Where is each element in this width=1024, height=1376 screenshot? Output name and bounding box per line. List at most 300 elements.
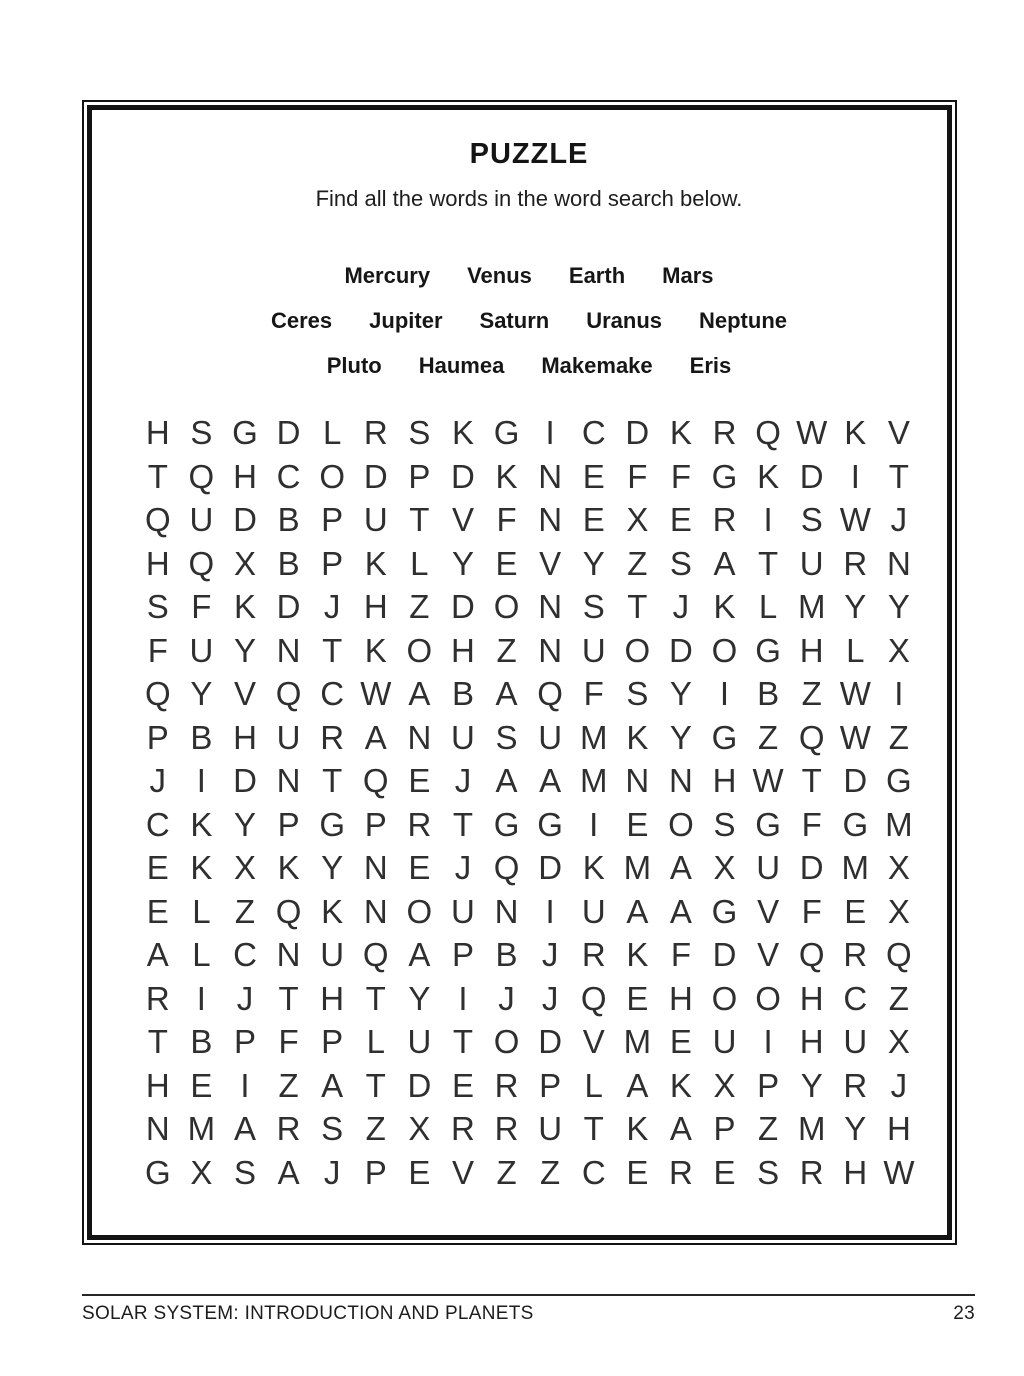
grid-cell: R	[494, 1066, 519, 1104]
grid-cell: P	[713, 1110, 736, 1148]
grid-cell: Q	[798, 718, 825, 756]
grid-cell: D	[363, 457, 388, 495]
grid-cell: I	[894, 675, 904, 713]
grid-cell: U	[538, 1110, 563, 1148]
grid-cell: F	[278, 1023, 299, 1061]
grid-cell: C	[233, 936, 257, 974]
grid-cell: K	[626, 936, 649, 974]
grid-cell: A	[321, 1066, 344, 1104]
grid-cell: Z	[758, 718, 779, 756]
grid-cell: P	[364, 805, 387, 843]
grid-cell: Y	[844, 588, 867, 626]
grid-cell: H	[799, 631, 824, 669]
grid-cell: P	[277, 805, 300, 843]
grid-cell: P	[146, 718, 169, 756]
grid-cell: V	[757, 892, 780, 930]
grid-cell: T	[147, 457, 168, 495]
grid-cell: N	[276, 936, 301, 974]
grid-cell: G	[319, 805, 345, 843]
grid-cell: T	[801, 762, 822, 800]
grid-cell: E	[146, 892, 169, 930]
grid-cell: U	[581, 892, 606, 930]
grid-cell: M	[797, 588, 826, 626]
grid-cell: N	[276, 762, 301, 800]
grid-cell: E	[190, 1066, 213, 1104]
grid-cell: U	[712, 1023, 737, 1061]
grid-cell: J	[541, 979, 559, 1017]
grid-cell: C	[145, 805, 170, 843]
grid-cell: Z	[409, 588, 430, 626]
grid-cell: A	[669, 892, 692, 930]
grid-cell: N	[363, 849, 388, 887]
grid-cell: Q	[188, 457, 215, 495]
grid-cell: W	[360, 675, 392, 713]
grid-cell: O	[493, 1023, 520, 1061]
grid-cell: E	[844, 892, 867, 930]
grid-cell: X	[190, 1153, 213, 1191]
grid-cell: M	[841, 849, 870, 887]
grid-cell: W	[839, 675, 871, 713]
grid-cell: E	[582, 457, 605, 495]
grid-cell: A	[539, 762, 562, 800]
grid-cell: R	[843, 1066, 868, 1104]
grid-cell: G	[493, 805, 520, 843]
grid-cell: K	[233, 588, 256, 626]
grid-cell: K	[626, 1110, 649, 1148]
grid-cell: N	[145, 1110, 170, 1148]
grid-cell: T	[147, 1023, 168, 1061]
grid-cell: H	[145, 544, 170, 582]
grid-cell: J	[149, 762, 167, 800]
grid-cell: R	[276, 1110, 301, 1148]
grid-cell: H	[145, 414, 170, 452]
grid-cell: X	[233, 544, 256, 582]
grid-cell: I	[589, 805, 599, 843]
grid-cell: F	[191, 588, 212, 626]
grid-cell: S	[190, 414, 213, 452]
grid-cell: H	[363, 588, 388, 626]
grid-cell: F	[670, 936, 691, 974]
word-list-item: Haumea	[418, 352, 505, 378]
grid-cell: N	[538, 588, 563, 626]
grid-cell: V	[539, 544, 562, 582]
grid-cell: P	[233, 1023, 256, 1061]
grid-cell: J	[454, 762, 472, 800]
grid-cell: B	[277, 544, 300, 582]
grid-cell: G	[755, 805, 781, 843]
grid-cell: U	[451, 892, 475, 930]
word-row	[111, 253, 947, 298]
grid-cell: D	[625, 414, 650, 452]
grid-cell: Y	[408, 979, 431, 1017]
grid-cell: S	[495, 718, 518, 756]
grid-cell: Q	[537, 675, 563, 713]
grid-cell: X	[887, 1023, 910, 1061]
grid-cell: L	[846, 631, 865, 669]
grid-cell: E	[408, 1153, 431, 1191]
grid-cell: O	[624, 631, 651, 669]
grid-cell: Y	[451, 544, 474, 582]
grid-cell: X	[408, 1110, 431, 1148]
grid-cell: U	[581, 631, 606, 669]
grid-cell: R	[320, 718, 345, 756]
grid-cell: V	[582, 1023, 605, 1061]
grid-cell: D	[712, 936, 737, 974]
grid-cell: R	[145, 979, 170, 1017]
grid-cell: U	[189, 501, 214, 539]
grid-cell: M	[623, 849, 652, 887]
grid-cell: V	[233, 675, 256, 713]
grid-cell: X	[713, 1066, 736, 1104]
grid-cell: D	[799, 457, 824, 495]
word-list-item: Mars	[662, 262, 714, 288]
grid-cell: O	[711, 979, 738, 1017]
grid-cell: Q	[144, 501, 171, 539]
grid-cell: E	[626, 805, 649, 843]
puzzle-title: PUZZLE	[469, 138, 589, 170]
grid-cell: N	[363, 892, 388, 930]
grid-cell: K	[277, 849, 300, 887]
grid-cell: N	[538, 631, 563, 669]
grid-cell: P	[757, 1066, 780, 1104]
grid-cell: A	[495, 675, 518, 713]
grid-cell: E	[669, 1023, 692, 1061]
grid-cell: Y	[800, 1066, 823, 1104]
grid-cell: N	[538, 501, 563, 539]
grid-cell: K	[582, 849, 605, 887]
grid-cell: N	[494, 892, 519, 930]
grid-cell: E	[626, 979, 649, 1017]
grid-cell: Y	[321, 849, 344, 887]
grid-cell: Z	[234, 892, 256, 930]
grid-cell: Z	[627, 544, 648, 582]
grid-cell: T	[365, 979, 386, 1017]
grid-cell: L	[366, 1023, 385, 1061]
grid-cell: R	[799, 1153, 824, 1191]
footer-title: SOLAR SYSTEM: INTRODUCTION AND PLANETS	[82, 1303, 534, 1324]
grid-cell: Z	[801, 675, 822, 713]
grid-cell: Q	[188, 544, 215, 582]
grid-cell: Z	[496, 631, 517, 669]
grid-cell: U	[756, 849, 781, 887]
grid-cell: P	[321, 1023, 344, 1061]
grid-cell: N	[407, 718, 432, 756]
grid-cell: Q	[275, 675, 302, 713]
grid-cell: R	[669, 1153, 693, 1191]
grid-cell: T	[409, 501, 430, 539]
grid-cell: S	[757, 1153, 780, 1191]
grid-cell: B	[190, 718, 213, 756]
grid-cell: H	[669, 979, 693, 1017]
grid-cell: K	[495, 457, 518, 495]
word-list-item: Ceres	[271, 307, 333, 333]
grid-cell: F	[801, 892, 822, 930]
grid-cell: N	[886, 544, 911, 582]
grid-cell: T	[452, 1023, 474, 1061]
grid-cell: D	[538, 1023, 563, 1061]
grid-cell: S	[582, 588, 605, 626]
grid-cell: Y	[233, 631, 256, 669]
grid-cell: D	[538, 849, 563, 887]
grid-cell: K	[626, 718, 649, 756]
grid-cell: Y	[887, 588, 910, 626]
grid-cell: K	[364, 544, 387, 582]
grid-cell: E	[146, 849, 169, 887]
grid-cell: Z	[278, 1066, 299, 1104]
grid-cell: E	[582, 501, 605, 539]
word-list-item: Jupiter	[369, 307, 443, 333]
grid-cell: J	[541, 936, 559, 974]
grid-cell: U	[189, 631, 214, 669]
grid-cell: P	[321, 501, 344, 539]
grid-cell: W	[883, 1153, 915, 1191]
grid-cell: D	[276, 588, 301, 626]
grid-cell: J	[498, 979, 515, 1017]
grid-cell: L	[192, 892, 211, 930]
grid-cell: K	[451, 414, 474, 452]
grid-cell: B	[495, 936, 518, 974]
grid-cell: U	[407, 1023, 432, 1061]
grid-cell: P	[321, 544, 344, 582]
grid-cell: L	[192, 936, 211, 974]
word-list-item: Makemake	[541, 352, 653, 378]
grid-cell: Z	[758, 1110, 779, 1148]
grid-cell: Z	[496, 1153, 517, 1191]
grid-cell: S	[713, 805, 736, 843]
grid-cell: A	[495, 762, 518, 800]
grid-cell: R	[712, 414, 737, 452]
grid-cell: C	[320, 675, 345, 713]
grid-cell: A	[669, 1110, 692, 1148]
grid-cell: V	[757, 936, 780, 974]
grid-cell: O	[406, 892, 433, 930]
grid-cell: X	[626, 501, 649, 539]
word-list-item: Mercury	[344, 262, 431, 288]
grid-cell: Q	[144, 675, 171, 713]
grid-cell: J	[890, 501, 908, 539]
grid-cell: F	[583, 675, 604, 713]
grid-cell: C	[581, 1153, 606, 1191]
grid-cell: P	[451, 936, 474, 974]
grid-cell: A	[669, 849, 692, 887]
grid-cell: D	[843, 762, 868, 800]
grid-cell: V	[451, 1153, 474, 1191]
grid-cell: G	[537, 805, 563, 843]
grid-cell: U	[363, 501, 388, 539]
word-list-item: Pluto	[326, 352, 382, 378]
grid-cell: A	[277, 1153, 300, 1191]
grid-cell: N	[276, 631, 301, 669]
grid-cell: K	[669, 414, 692, 452]
grid-cell: K	[757, 457, 780, 495]
grid-cell: F	[670, 457, 691, 495]
word-list-item: Uranus	[586, 307, 662, 333]
word-list-item: Venus	[467, 262, 532, 288]
grid-cell: D	[233, 501, 257, 539]
grid-cell: Y	[582, 544, 605, 582]
grid-cell: M	[885, 805, 913, 843]
grid-cell: G	[842, 805, 869, 843]
grid-cell: O	[406, 631, 433, 669]
word-search-grid	[136, 411, 921, 1194]
grid-cell: W	[752, 762, 784, 800]
grid-cell: U	[276, 718, 301, 756]
grid-cell: A	[626, 892, 649, 930]
grid-cell: F	[801, 805, 822, 843]
grid-cell: R	[494, 1110, 519, 1148]
page-number: 23	[953, 1303, 975, 1324]
grid-cell: H	[712, 762, 737, 800]
grid-cell: A	[408, 936, 431, 974]
grid-cell: A	[364, 718, 387, 756]
grid-cell: T	[452, 805, 474, 843]
grid-cell: K	[364, 631, 387, 669]
grid-cell: D	[451, 457, 475, 495]
grid-cell: E	[408, 849, 431, 887]
grid-cell: D	[451, 588, 475, 626]
grid-cell: G	[755, 631, 781, 669]
grid-cell: Y	[233, 805, 256, 843]
grid-cell: W	[839, 501, 871, 539]
grid-cell: H	[886, 1110, 911, 1148]
grid-cell: D	[233, 762, 257, 800]
grid-cell: T	[365, 1066, 386, 1104]
grid-cell: H	[320, 979, 345, 1017]
grid-cell: I	[719, 675, 730, 713]
grid-cell: F	[627, 457, 648, 495]
word-list-item: Saturn	[479, 307, 550, 333]
grid-cell: D	[799, 849, 824, 887]
grid-cell: P	[408, 457, 431, 495]
grid-cell: J	[236, 979, 254, 1017]
grid-cell: U	[320, 936, 345, 974]
grid-cell: O	[755, 979, 781, 1017]
grid-cell: A	[713, 544, 736, 582]
grid-cell: R	[581, 936, 606, 974]
grid-cell: A	[146, 936, 169, 974]
grid-cell: I	[850, 457, 860, 495]
grid-cell: G	[886, 762, 912, 800]
grid-cell: S	[146, 588, 169, 626]
grid-cell: U	[451, 718, 475, 756]
grid-cell: Y	[669, 718, 692, 756]
grid-cell: O	[668, 805, 694, 843]
grid-cell: Q	[362, 762, 389, 800]
grid-cell: B	[757, 675, 780, 713]
grid-cell: I	[763, 501, 773, 539]
grid-cell: F	[147, 631, 168, 669]
grid-cell: A	[233, 1110, 256, 1148]
grid-cell: K	[321, 892, 344, 930]
word-list	[111, 253, 947, 388]
grid-cell: G	[711, 457, 738, 495]
grid-cell: U	[843, 1023, 868, 1061]
grid-cell: L	[322, 414, 342, 452]
grid-cell: C	[581, 414, 606, 452]
grid-cell: G	[144, 1153, 171, 1191]
grid-cell: B	[190, 1023, 213, 1061]
grid-cell: Q	[755, 414, 781, 452]
grid-cell: I	[545, 414, 555, 452]
grid-cell: D	[407, 1066, 432, 1104]
grid-cell: Q	[493, 849, 520, 887]
grid-cell: I	[196, 979, 206, 1017]
grid-cell: W	[839, 718, 871, 756]
grid-cell: T	[322, 631, 343, 669]
grid-cell: G	[493, 414, 520, 452]
grid-cell: A	[626, 1066, 649, 1104]
grid-cell: S	[669, 544, 692, 582]
grid-cell: M	[579, 718, 608, 756]
grid-cell: B	[277, 501, 300, 539]
grid-cell: Q	[362, 936, 389, 974]
grid-cell: B	[451, 675, 474, 713]
instructions-text: Find all the words in the word search below.	[315, 186, 743, 211]
grid-cell: R	[451, 1110, 475, 1148]
grid-cell: T	[583, 1110, 604, 1148]
grid-cell: L	[758, 588, 778, 626]
grid-cell: K	[713, 588, 736, 626]
grid-cell: X	[887, 849, 910, 887]
grid-cell: O	[493, 588, 520, 626]
grid-cell: J	[323, 588, 341, 626]
grid-cell: R	[712, 501, 737, 539]
grid-cell: D	[669, 631, 693, 669]
grid-cell: L	[410, 544, 429, 582]
puzzle-frame	[82, 100, 957, 1245]
grid-cell: H	[843, 1153, 868, 1191]
grid-cell: E	[669, 501, 692, 539]
grid-cell: W	[796, 414, 828, 452]
grid-cell: G	[232, 414, 258, 452]
grid-cell: U	[538, 718, 563, 756]
puzzle-frame-inner	[87, 105, 952, 1240]
grid-cell: R	[363, 414, 388, 452]
grid-cell: T	[627, 588, 648, 626]
grid-cell: X	[233, 849, 256, 887]
grid-cell: L	[584, 1066, 603, 1104]
grid-cell: Q	[580, 979, 607, 1017]
grid-cell: N	[669, 762, 693, 800]
grid-cell: T	[888, 457, 909, 495]
grid-cell: U	[799, 544, 824, 582]
grid-cell: X	[887, 892, 910, 930]
grid-cell: S	[408, 414, 431, 452]
grid-cell: E	[495, 544, 518, 582]
grid-cell: P	[364, 1153, 387, 1191]
grid-cell: S	[626, 675, 649, 713]
grid-cell: H	[451, 631, 475, 669]
grid-cell: A	[408, 675, 431, 713]
grid-cell: Y	[844, 1110, 867, 1148]
word-list-item: Earth	[568, 262, 626, 288]
grid-cell: Z	[888, 979, 909, 1017]
grid-cell: K	[669, 1066, 692, 1104]
grid-cell: G	[711, 718, 738, 756]
grid-cell: J	[672, 588, 690, 626]
grid-cell: Q	[798, 936, 825, 974]
grid-cell: T	[322, 762, 343, 800]
grid-cell: K	[190, 849, 213, 887]
grid-cell: Z	[540, 1153, 561, 1191]
grid-cell: J	[454, 849, 472, 887]
grid-cell: K	[844, 414, 867, 452]
grid-cell: I	[545, 892, 555, 930]
grid-cell: R	[843, 936, 868, 974]
grid-cell: E	[626, 1153, 649, 1191]
grid-cell: E	[408, 762, 431, 800]
grid-cell: E	[713, 1153, 736, 1191]
